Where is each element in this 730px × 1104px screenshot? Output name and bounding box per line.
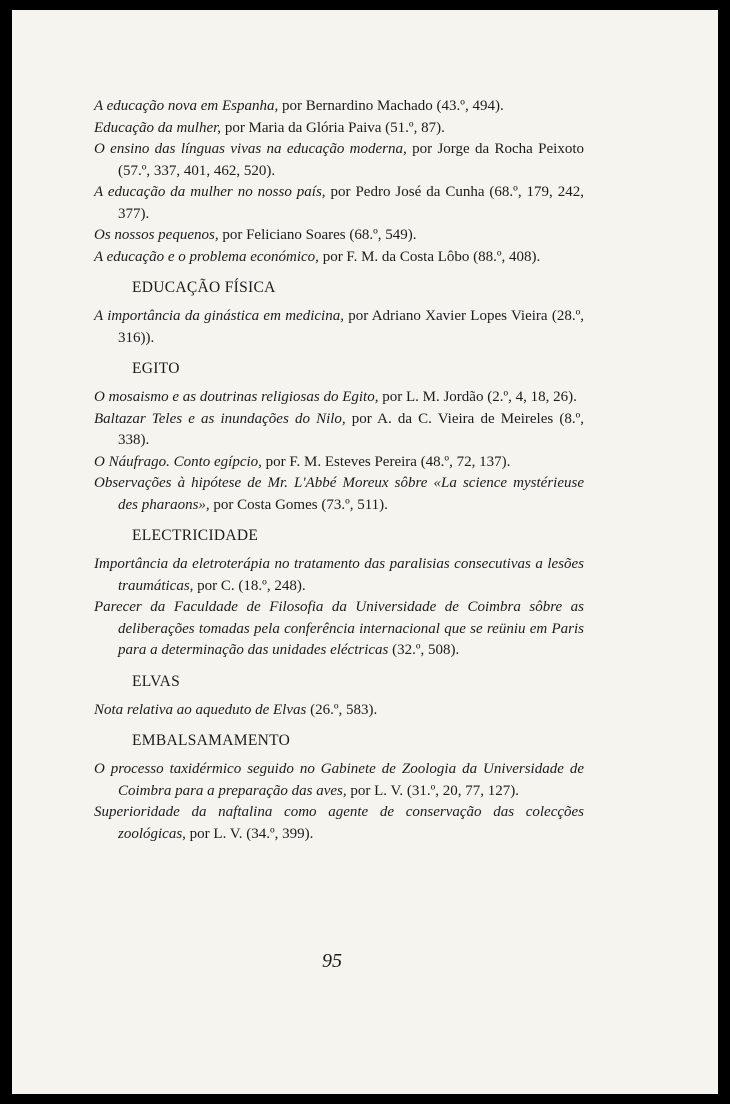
index-entry: [94, 225, 584, 247]
index-entry: [94, 306, 584, 349]
index-entry: [94, 139, 584, 182]
section-heading: EGITO: [132, 360, 180, 377]
entry-reference: por A. da C. Vieira de Meireles (8.º, 338).: [118, 410, 584, 448]
section-heading: EMBALSAMAMENTO: [132, 732, 291, 749]
index-entry: [94, 759, 584, 802]
entry-reference: por Pedro José da Cunha (68.º, 179, 242, 377).: [118, 184, 584, 222]
entry-reference: por Adriano Xavier Lopes Vieira (28.º, 316)).: [118, 308, 584, 346]
entry-title: Os nossos pequenos,: [94, 227, 219, 243]
entry-title: O Náufrago. Conto egípcio,: [94, 453, 262, 470]
index-entry: [94, 247, 584, 269]
index-entry: [94, 118, 584, 140]
index-entry: [94, 452, 584, 474]
entry-title: Parecer da Faculdade de Filosofia da Universidade de Coimbra sôbre as deliberações tomadas pela conferência internacional que se reüniu em Paris para a determinação das unidades eléctricas: [94, 599, 584, 658]
entry-title: Superioridade da naftalina como agente de conservação das colecções zoológicas,: [94, 804, 584, 842]
entry-reference: por Jorge da Rocha Peixoto (57.º, 337, 401, 462, 520).: [118, 141, 584, 179]
entry-reference: por F. M. Esteves Pereira (48.º, 72, 137).: [261, 453, 511, 470]
index-entry: [94, 182, 584, 225]
entry-reference: (32.º, 508).: [388, 642, 460, 658]
index-entry: [94, 409, 584, 452]
index-entry: [94, 597, 584, 662]
entry-reference: por C. (18.º, 248).: [193, 577, 306, 594]
index-entry: [94, 96, 584, 118]
entry-title: Baltazar Teles e as inundações do Nilo,: [94, 410, 346, 427]
entry-title: O processo taxidérmico seguido no Gabinete de Zoologia da Universidade de Coimbra para a preparação das aves,: [94, 761, 584, 799]
entry-reference: por L. V. (31.º, 20, 77, 127).: [346, 782, 520, 799]
entry-reference: por Costa Gomes (73.º, 511).: [209, 496, 388, 513]
section-heading: ELECTRICIDADE: [132, 527, 259, 544]
index-entry: [94, 473, 584, 516]
document-page: [12, 10, 718, 1094]
entry-reference: por L. M. Jordão (2.º, 4, 18, 26).: [378, 389, 577, 405]
entry-reference: por F. M. da Costa Lôbo (88.º, 408).: [318, 248, 541, 265]
entry-reference: por Feliciano Soares (68.º, 549).: [218, 227, 417, 243]
entry-reference: (26.º, 583).: [306, 701, 378, 718]
entry-title: A educação nova em Espanha,: [94, 98, 279, 114]
page-number: 95: [322, 950, 342, 972]
index-entry: [94, 700, 584, 722]
entry-title: Nota relativa ao aqueduto de Elvas: [94, 701, 307, 718]
entry-title: O ensino das línguas vivas na educação moderna,: [94, 141, 407, 157]
entry-title: A importância da ginástica em medicina,: [94, 308, 344, 324]
entry-reference: por L. V. (34.º, 399).: [185, 825, 314, 842]
entry-title: Observações à hipótese de Mr. L'Abbé Moreux sôbre «La science mystérieuse des pharaons»,: [94, 475, 584, 513]
index-entry: [94, 802, 584, 845]
entry-title: A educação da mulher no nosso país,: [94, 184, 326, 200]
index-entry: [94, 387, 584, 409]
section-heading: EDUCAÇÃO FÍSICA: [132, 279, 276, 296]
entry-title: Educação da mulher,: [94, 119, 222, 136]
index-content: [94, 96, 584, 845]
entry-reference: por Maria da Glória Paiva (51.º, 87).: [221, 119, 445, 136]
index-entry: [94, 554, 584, 597]
entry-title: A educação e o problema económico,: [94, 248, 319, 265]
section-heading: ELVAS: [132, 672, 181, 690]
entry-reference: por Bernardino Machado (43.º, 494).: [278, 98, 504, 114]
entry-title: Importância da eletroterápia no tratamento das paralisias consecutivas a lesões traumáticas,: [94, 556, 584, 594]
entry-title: O mosaismo e as doutrinas religiosas do Egito,: [94, 389, 379, 405]
